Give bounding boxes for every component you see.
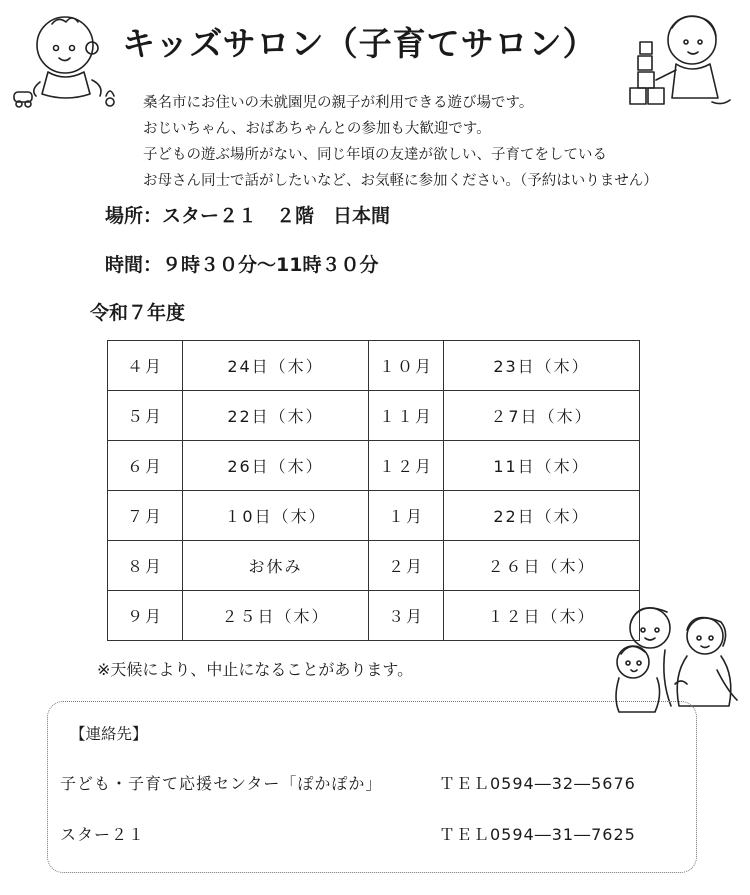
- date-cell: ２６日（木）: [444, 541, 640, 591]
- date-cell: １２日（木）: [444, 591, 640, 641]
- date-cell: お休み: [183, 541, 369, 591]
- month-cell: ７月: [108, 491, 183, 541]
- month-cell: ９月: [108, 591, 183, 641]
- contact-tel-star21: ＴＥＬ0594―31―7625: [439, 825, 636, 844]
- month-cell: ３月: [369, 591, 444, 641]
- intro-line: おじいちゃん、おばあちゃんとの参加も大歓迎です。: [143, 121, 491, 137]
- month-cell: ２月: [369, 541, 444, 591]
- schedule-table: [107, 340, 640, 641]
- month-cell: １０月: [369, 341, 444, 391]
- intro-line: 桑名市にお住いの未就園児の親子が利用できる遊び場です。: [143, 95, 534, 111]
- month-cell: １１月: [369, 391, 444, 441]
- place-info: 場所：スター２１ ２階 日本間: [105, 205, 391, 227]
- table-row: [108, 591, 640, 641]
- date-cell: 24日（木）: [183, 341, 369, 391]
- month-cell: １２月: [369, 441, 444, 491]
- date-cell: 23日（木）: [444, 341, 640, 391]
- month-cell: ５月: [108, 391, 183, 441]
- baby-illustration: [10, 10, 120, 110]
- contact-org-pokapoka: 子ども・子育て応援センター「ぽかぽか」: [60, 774, 383, 793]
- intro-line: お母さん同士で話がしたいなど、お気軽に参加ください。（予約はいりません）: [143, 173, 658, 189]
- date-cell: 11日（木）: [444, 441, 640, 491]
- contact-org-star21: スター２１: [60, 825, 146, 844]
- date-cell: 26日（木）: [183, 441, 369, 491]
- date-cell: 22日（木）: [183, 391, 369, 441]
- time-info: 時間：９時３０分～11時３０分: [105, 254, 379, 276]
- table-row: [108, 541, 640, 591]
- fiscal-year-label: 令和７年度: [90, 302, 186, 324]
- page-title: キッズサロン（子育てサロン）: [122, 24, 597, 63]
- month-cell: ８月: [108, 541, 183, 591]
- table-row: [108, 491, 640, 541]
- weather-note: ※天候により、中止になることがあります。: [97, 660, 414, 679]
- table-row: [108, 341, 640, 391]
- date-cell: １0日（木）: [183, 491, 369, 541]
- contact-heading: 【連絡先】: [70, 725, 148, 743]
- month-cell: ４月: [108, 341, 183, 391]
- month-cell: ６月: [108, 441, 183, 491]
- month-cell: １月: [369, 491, 444, 541]
- date-cell: ２7日（木）: [444, 391, 640, 441]
- intro-text: [143, 90, 658, 194]
- date-cell: ２５日（木）: [183, 591, 369, 641]
- intro-line: 子どもの遊ぶ場所がない、同じ年頃の友達が欲しい、子育てをしている: [143, 147, 607, 163]
- table-row: [108, 441, 640, 491]
- contact-tel-pokapoka: ＴＥＬ0594―32―5676: [439, 774, 636, 793]
- date-cell: 22日（木）: [444, 491, 640, 541]
- table-row: [108, 391, 640, 441]
